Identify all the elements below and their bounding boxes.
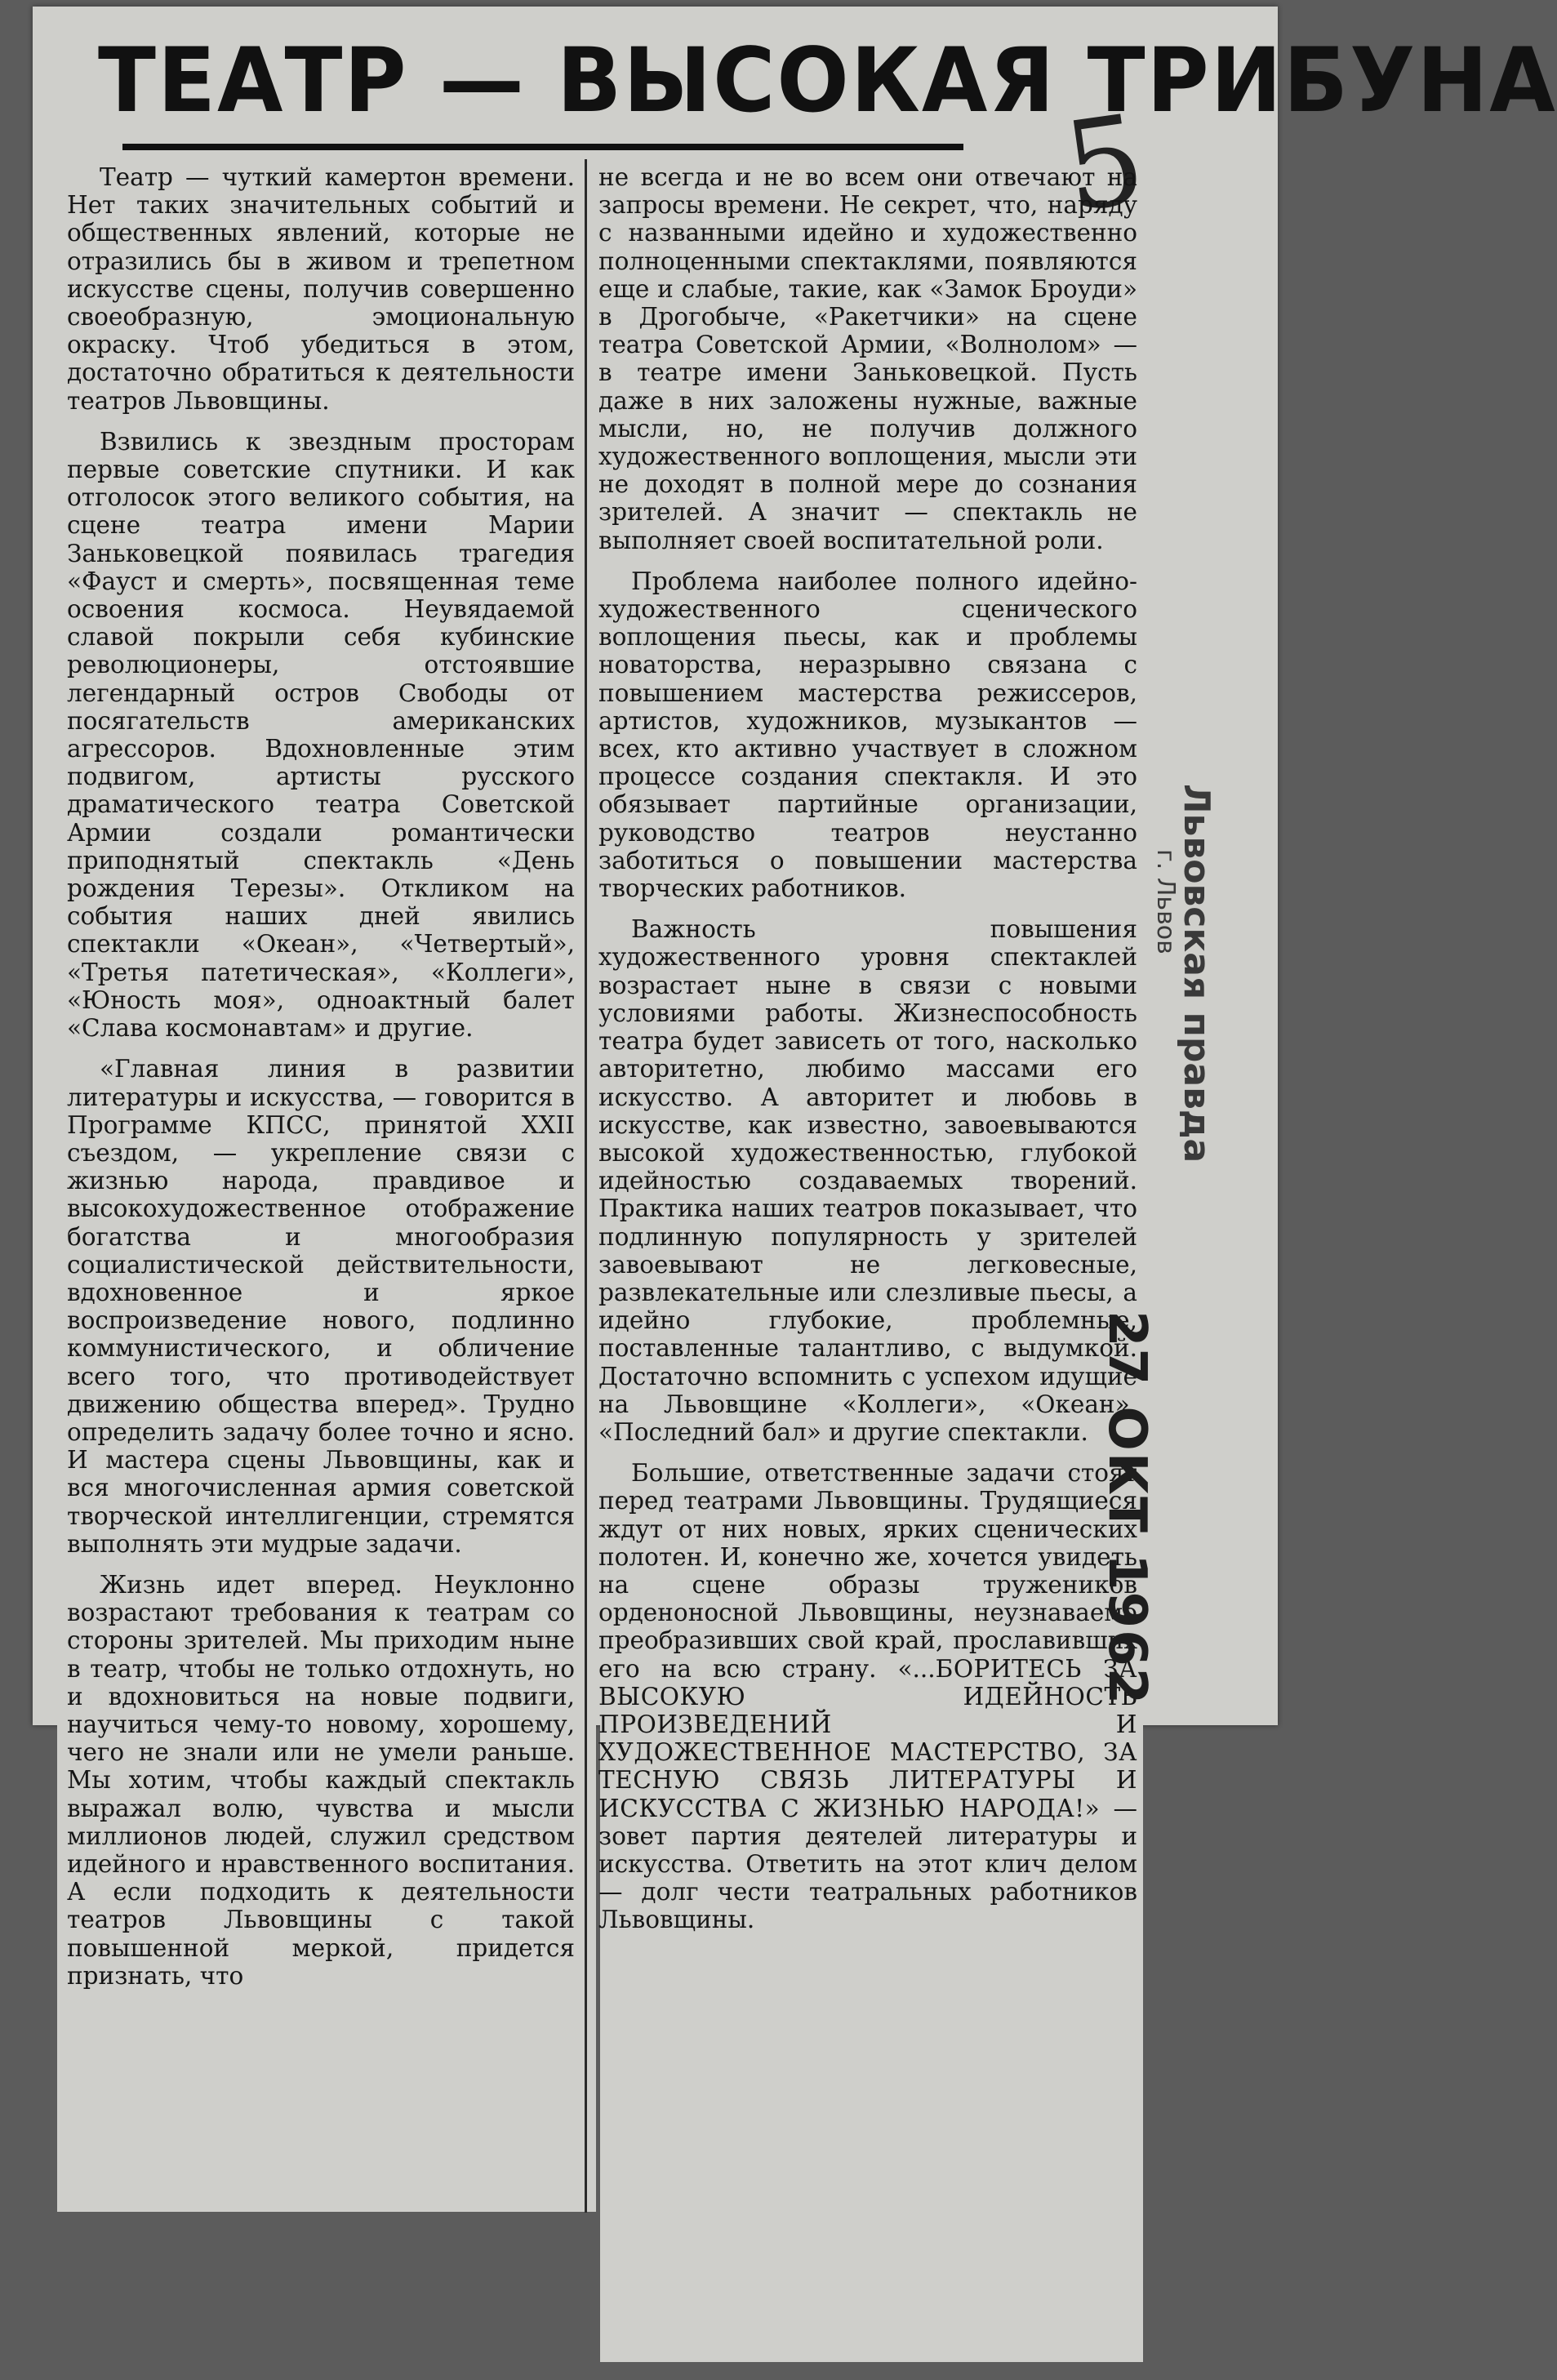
paragraph: «Главная линия в развитии литературы и искусства, — говорится в Программе КПСС, принятой XXII съездом, — укрепление связи с жизнью народа, правдивое и высокохудожественное отображение богатства и многообразия социалистической действительности, вдохновенное и яркое воспроизведение нового, подлинно коммунистического, и обличение всего того, что противодействует движению общества вперед». Трудно определить задачу более точно и ясно. И мастера сцены Львовщины, как и вся многочисленная армия советской творческой интеллигенции, стремятся выполнять эти мудрые задачи. (67, 1055, 575, 1558)
paragraph: Взвились к звездным просторам первые советские спутники. И как отголосок этого великого события, на сцене театра имени Марии Заньковецкой появилась трагедия «Фауст и смерть», посвященная теме освоения космоса. Неувядаемой славой покрыли себя кубинские революционеры, отстоявшие легендарный остров Свободы от посягательств американских агрессоров. Вдохновленные этим подвигом, артисты русского драматического театра Советской Армии создали романтически приподнятый спектакль «День рождения Терезы». Откликом на события наших дней явились спектакли «Океан», «Четвертый», «Третья патетическая», «Коллеги», «Юность моя», одноактный балет «Слава космонавтам» и другие. (67, 427, 575, 1043)
paragraph: Проблема наиболее полного идейно-художественного сценического воплощения пьесы, как и проблемы новаторства, неразрывно связана с повышением мастерства режиссеров, артистов, художников, музыкантов — всех, кто активно участвует в сложном процессе создания спектакля. И это обязывает партийные организации, руководство театров неустанно заботиться о повышении мастерства творческих работников. (598, 567, 1137, 903)
paragraph-text: Большие, ответственные задачи стоят перед театрами Львовщины. Трудящиеся ждут от них новых, ярких сценических полотен. И, конечно же, хочется увидеть на сцене образы тружеников орденоносной Львовщины, неузнаваемо преобразивших свой край, прославивших его на всю страну. «... (598, 1459, 1137, 1683)
paragraph: не всегда и не во всем они отвечают на запросы времени. Не секрет, что, наряду с названными идейно и художественно полноценными спектаклями, появляются еще и слабые, такие, как «Замок Броуди» в Дрогобыче, «Ракетчики» на сцене театра Советской Армии, «Волнолом» — в театре имени Заньковецкой. Пусть даже в них заложены нужные, важные мысли, но, не получив должного художественного воплощения, мысли эти не доходят в полной мере до сознания зрителей. А значит — спектакль не выполняет своей воспитательной роли. (598, 163, 1137, 554)
left-column (67, 163, 575, 2003)
article-headline: ТЕАТР — ВЫСОКАЯ ТРИБУНА (98, 27, 1557, 133)
paragraph: Жизнь идет вперед. Неуклонно возрастают требования к театрам со стороны зрителей. Мы приходим ныне в театр, чтобы не только отдохнуть, но и вдохновиться на новые подвиги, научиться чему-то новому, хорошему, чего не знали или не умели раньше. Мы хотим, чтобы каждый спектакль выражал волю, чувства и мысли миллионов людей, служил средством идейного и нравственного воспитания. А если подходить к деятельности театров Львовщины с такой повышенной меркой, придется признать, что (67, 1570, 575, 1990)
newspaper-city: г. Львов (1151, 849, 1180, 954)
source-label (1139, 784, 1253, 1306)
paragraph (598, 1459, 1137, 1933)
program-quote: БОРИТЕСЬ ЗА ВЫСОКУЮ ИДЕЙНОСТЬ ПРОИЗВЕДЕНИЙ И ХУДОЖЕСТВЕННОЕ МАСТЕРСТВО, ЗА ТЕСНУЮ СВЯЗЬ ЛИТЕРАТУРЫ И ИСКУССТВА С ЖИЗНЬЮ НАРОДА! (598, 1654, 1137, 1822)
handwritten-page-number: 5 (1056, 88, 1154, 240)
newspaper-name: Львовская правда (1176, 784, 1217, 1163)
right-column (598, 163, 1137, 1947)
paragraph: Важность повышения художественного уровня спектаклей возрастает ныне в связи с новыми условиями работы. Жизнеспособность театра будет зависеть от того, насколько авторитетно, любимо массами его искусство. А авторитет и любовь в искусстве, как известно, завоевываются высокой художественностью, глубокой идейностью создаваемых творений. Практика наших театров показывает, что подлинную популярность у зрителей завоевывают не легковесные, развлекательные или слезливые пьесы, а идейно глубокие, проблемные, поставленные талантливо, с выдумкой. Достаточно вспомнить с успехом идущие на Львовщине «Коллеги», «Океан», «Последний бал» и другие спектакли. (598, 915, 1137, 1446)
headline-underline (122, 144, 963, 150)
date-stamp: 27 ОКТ 1962 (1097, 1310, 1157, 1706)
paragraph-text: » — зовет партия деятелей литературы и искусства. Ответить на этот клич делом — долг чести театральных работников Львовщины. (598, 1794, 1137, 1934)
column-divider (585, 159, 587, 2213)
paragraph: Театр — чуткий камертон времени. Нет таких значительных событий и общественных явлений, которые не отразились бы в живом и трепетном искусстве сцены, получив совершенно своеобразную, эмоциональную окраску. Чтоб убедиться в этом, достаточно обратиться к деятельности театров Львовщины. (67, 163, 575, 415)
